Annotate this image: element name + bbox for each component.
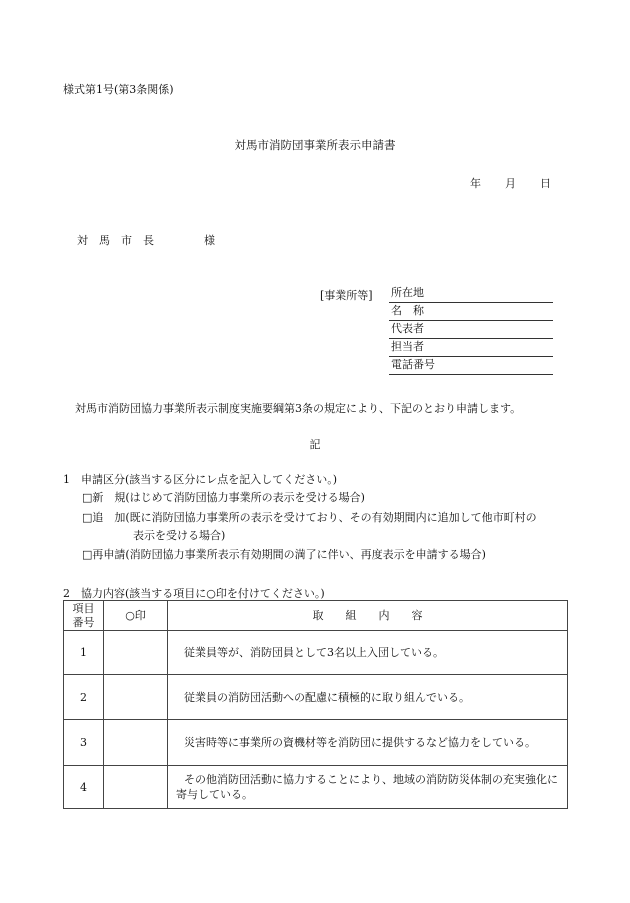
item-number-header-line1: 項目 [72, 601, 95, 615]
content-cell [168, 675, 568, 720]
content-text: 従業員等が、消防団員として3名以上入団している。 [184, 646, 444, 659]
content-cell [168, 720, 568, 766]
content-text: その他消防団活動に協力することにより、地域の消防防災体制の充実強化に寄与している。 [176, 773, 558, 801]
table-row [64, 631, 568, 675]
applicant-bracket-label: [事業所等] [320, 289, 373, 302]
mark-cell[interactable] [104, 631, 168, 675]
representative-field[interactable] [389, 321, 553, 339]
option-additional[interactable]: □追 加(既に消防団協力事業所の表示を受けており、その有効期間内に追加して他市町村の [82, 511, 537, 524]
addressee-honorific: 様 [204, 234, 215, 247]
date-month: 月 [505, 177, 516, 190]
mark-header: ○印 [104, 601, 168, 631]
table-header-row [64, 601, 568, 631]
section1-heading: 1 申請区分(該当する区分にレ点を記入してください。) [63, 473, 338, 486]
contact-person-label: 担当者 [391, 340, 424, 353]
date-day: 日 [540, 177, 551, 190]
content-header: 取 組 内 容 [168, 601, 568, 631]
item-number-header-line2: 番号 [72, 615, 95, 629]
address-label: 所在地 [391, 286, 424, 299]
mark-cell[interactable] [104, 720, 168, 766]
cooperation-table [63, 600, 568, 809]
company-name-field[interactable] [389, 303, 553, 321]
contact-person-field[interactable] [389, 339, 553, 357]
content-cell [168, 766, 568, 809]
document-title: 対馬市消防団事業所表示申請書 [234, 138, 396, 152]
content-text: 災害時等に事業所の資機材等を消防団に提供するなど協力をしている。 [184, 736, 536, 749]
table-row [64, 766, 568, 809]
body-text: 対馬市消防団協力事業所表示制度実施要綱第3条の規定により、下記のとおり申請します。 [75, 402, 522, 415]
phone-number-label: 電話番号 [391, 358, 435, 371]
mark-cell[interactable] [104, 675, 168, 720]
section2-heading: 2 協力内容(該当する項目に○印を付けてください。) [63, 587, 325, 600]
mark-cell[interactable] [104, 766, 168, 809]
representative-label: 代表者 [391, 322, 424, 335]
date-year: 年 [470, 177, 481, 190]
item-number-header [64, 601, 104, 631]
company-name-label: 名 称 [391, 304, 424, 317]
option-additional-continued: 表示を受ける場合) [133, 529, 226, 542]
addressee-name: 対 馬 市 長 [77, 234, 154, 247]
table-row [64, 720, 568, 766]
ki-mark: 記 [309, 438, 321, 451]
applicant-fields [389, 285, 553, 375]
content-cell [168, 631, 568, 675]
item-number-cell: 3 [64, 720, 104, 766]
option-new[interactable]: □新 規(はじめて消防団協力事業所の表示を受ける場合) [82, 491, 365, 504]
form-number: 様式第1号(第3条関係) [63, 83, 174, 96]
item-number-cell: 1 [64, 631, 104, 675]
option-reapply[interactable]: □再申請(消防団協力事業所表示有効期間の満了に伴い、再度表示を申請する場合) [82, 548, 486, 561]
date-line [470, 175, 551, 191]
table-row [64, 675, 568, 720]
item-number-cell: 4 [64, 766, 104, 809]
phone-number-field[interactable] [389, 357, 553, 375]
content-text: 従業員の消防団活動への配慮に積極的に取り組んでいる。 [184, 690, 470, 704]
address-field[interactable] [389, 285, 553, 303]
item-number-cell: 2 [64, 675, 104, 720]
addressee [77, 232, 215, 248]
